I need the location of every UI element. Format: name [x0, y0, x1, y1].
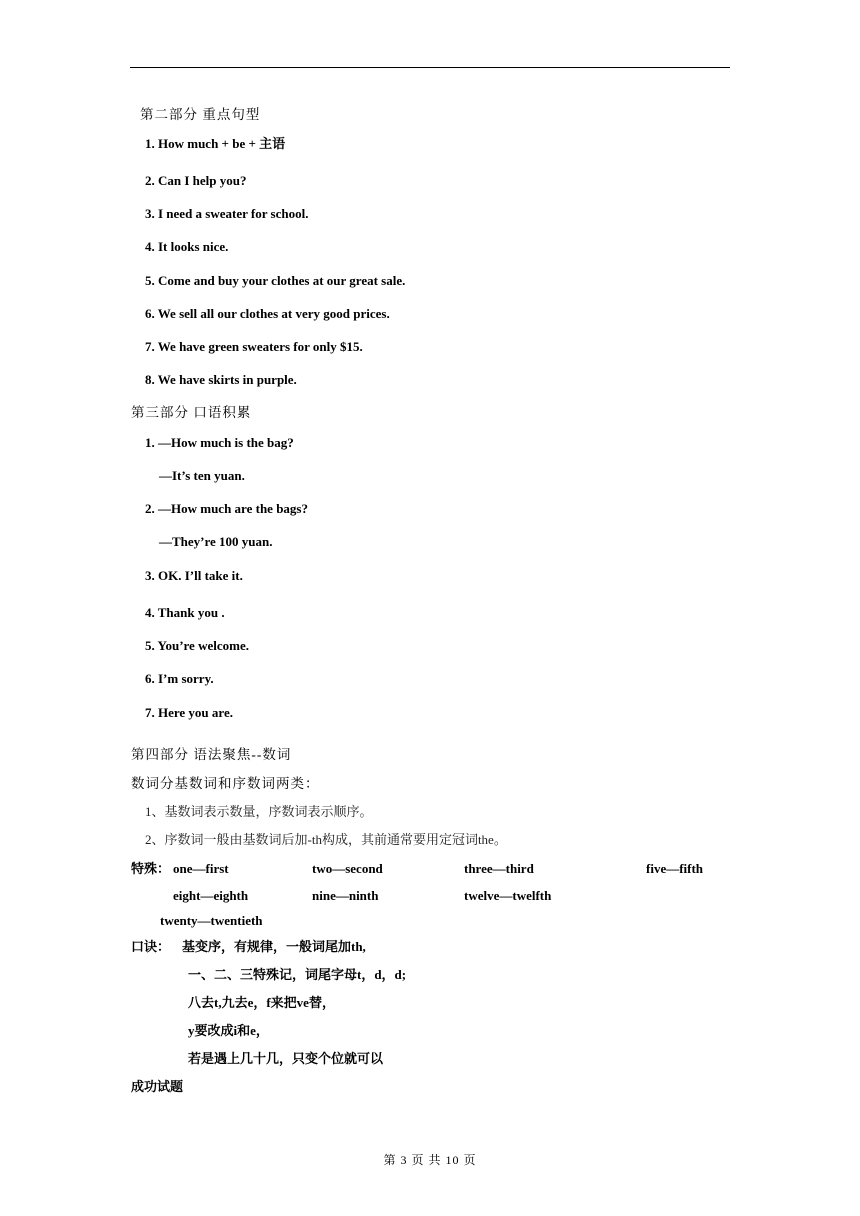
- part3-item: 3. OK. I’ll take it.: [145, 568, 243, 583]
- part3-item: 4. Thank you .: [145, 605, 225, 620]
- part2-item: 2. Can I help you?: [145, 173, 247, 188]
- special-pair: eight—eighth: [173, 888, 249, 903]
- part3-item: 1. —How much is the bag?: [145, 435, 294, 450]
- part3-item: —They’re 100 yuan.: [159, 534, 273, 549]
- rhyme-line: y要改成i和e，: [188, 1023, 269, 1038]
- part2-heading: 第二部分 重点句型: [140, 107, 261, 122]
- special-pair: five—fifth: [646, 861, 704, 876]
- special-pair: nine—ninth: [312, 888, 379, 903]
- part3-item: 5. You’re welcome.: [145, 638, 249, 653]
- special-pair: two—second: [312, 861, 383, 876]
- part2-item: 8. We have skirts in purple.: [145, 372, 297, 387]
- special-label: 特殊：: [131, 861, 171, 876]
- part2-item: 4. It looks nice.: [145, 239, 229, 254]
- rhyme-label: 口诀：: [131, 939, 171, 954]
- part2-item: 6. We sell all our clothes at very good prices.: [145, 306, 390, 321]
- part4-point: 1、基数词表示数量，序数词表示顺序。: [145, 804, 373, 819]
- part3-item: 2. —How much are the bags?: [145, 501, 308, 516]
- special-pair: twelve—twelfth: [464, 888, 552, 903]
- part2-item: 1. How much + be + 主语: [145, 136, 286, 151]
- special-pair: twenty—twentieth: [160, 913, 263, 928]
- part2-item: 5. Come and buy your clothes at our great sale.: [145, 273, 406, 288]
- part2-item: 3. I need a sweater for school.: [145, 206, 309, 221]
- part3-item: 7. Here you are.: [145, 705, 233, 720]
- part4-point: 2、序数词一般由基数词后加-th构成，其前通常要用定冠词the。: [145, 832, 507, 847]
- part3-heading: 第三部分 口语积累: [131, 405, 252, 420]
- part4-heading: 第四部分 语法聚焦--数词: [131, 747, 292, 762]
- rhyme-line: 基变序，有规律，一般词尾加th,: [182, 939, 366, 954]
- rhyme-line: 若是遇上几十几，只变个位就可以: [188, 1051, 384, 1066]
- rhyme-line: 一、二、三特殊记，词尾字母t，d，d;: [188, 967, 407, 982]
- part2-item: 7. We have green sweaters for only $15.: [145, 339, 363, 354]
- part4-intro: 数词分基数词和序数词两类：: [131, 776, 320, 791]
- header-rule: [130, 67, 730, 68]
- part3-item: 6. I’m sorry.: [145, 671, 214, 686]
- special-pair: one—first: [173, 861, 229, 876]
- page-footer: 第 3 页 共 10 页: [383, 1153, 477, 1167]
- part3-item: —It’s ten yuan.: [159, 468, 245, 483]
- rhyme-line: 八去t,九去e，f来把ve替，: [188, 995, 335, 1010]
- special-pair: three—third: [464, 861, 534, 876]
- test-heading: 成功试题: [131, 1079, 184, 1094]
